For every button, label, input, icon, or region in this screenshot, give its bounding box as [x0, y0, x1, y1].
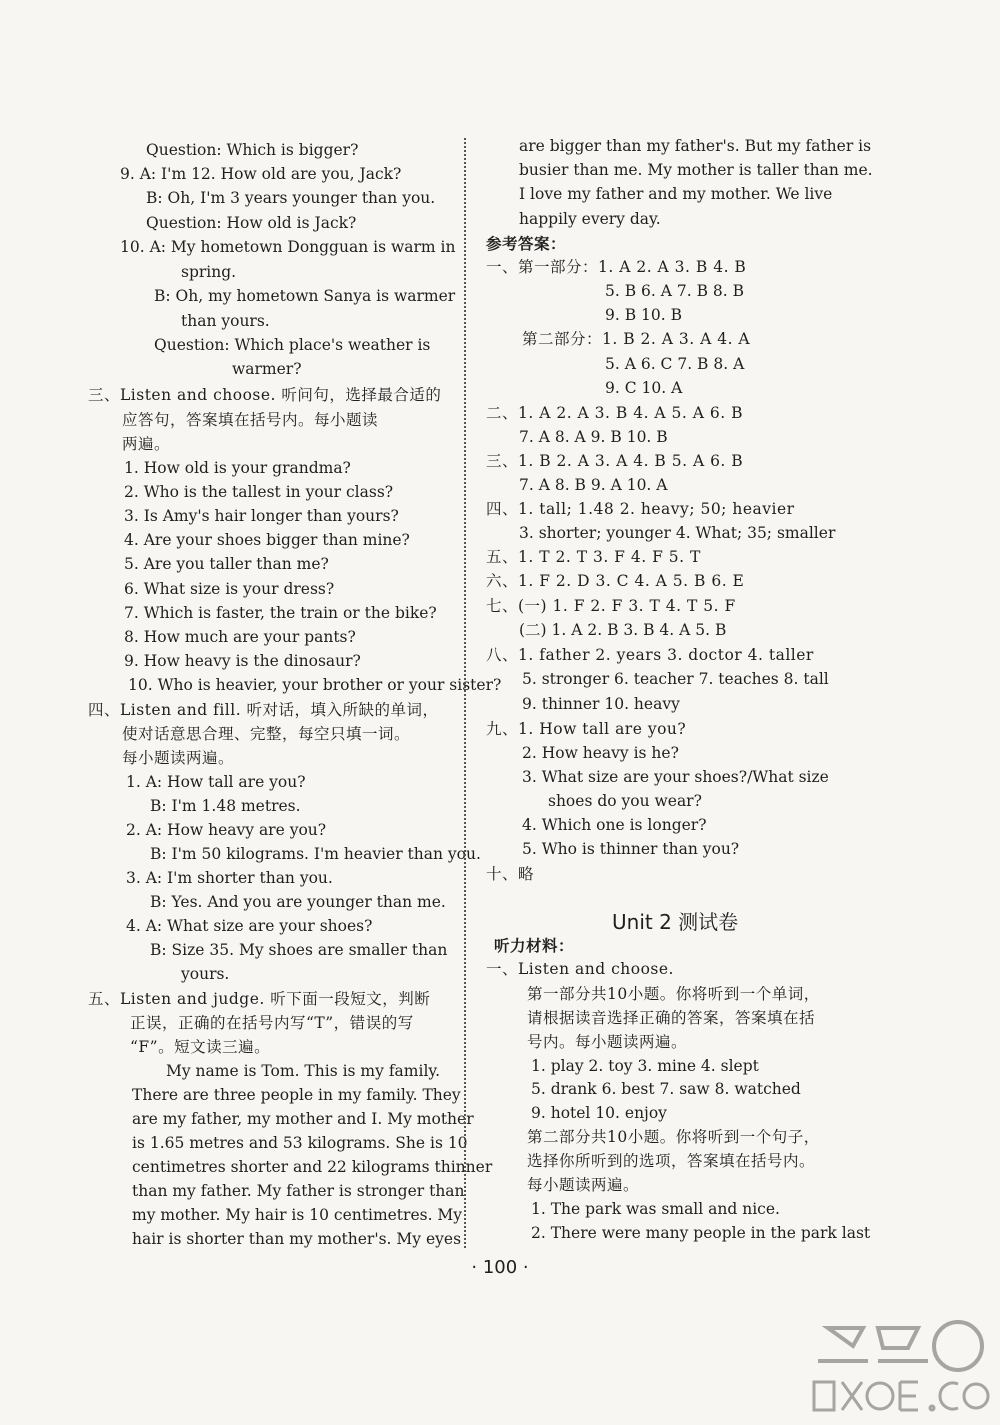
answer-line: (二) 1. A 2. B 3. B 4. A 5. B — [519, 621, 727, 639]
text-line: 2. A: How heavy are you? — [126, 821, 327, 839]
answer-line: 5. Who is thinner than you? — [522, 840, 740, 858]
text-line: 第一部分共10小题。你将听到一个单词， — [527, 985, 820, 1003]
text-line: B: Oh, I'm 3 years younger than you. — [146, 189, 436, 207]
text-line: warmer? — [232, 360, 302, 378]
answer-line: 7. A 8. B 9. A 10. A — [519, 476, 668, 494]
answer-line: 9. C 10. A — [605, 379, 683, 397]
text-line: My name is Tom. This is my family. — [166, 1062, 441, 1080]
answer-line: 二、1. A 2. A 3. B 4. A 5. A 6. B — [486, 404, 743, 422]
text-line: B: I'm 1.48 metres. — [150, 797, 301, 815]
text-line: Question: How old is Jack? — [146, 214, 357, 232]
section-heading: 五、Listen and judge. 听下面一段短文，判断 — [88, 990, 431, 1008]
answer-line: 三、1. B 2. A 3. A 4. B 5. A 6. B — [486, 452, 744, 470]
answer-line: 9. thinner 10. heavy — [522, 695, 680, 713]
answer-line: 四、1. tall; 1.48 2. heavy; 50; heavier — [486, 500, 795, 518]
text-line: 3. Is Amy's hair longer than yours? — [124, 507, 399, 525]
text-line: 7. Which is faster, the train or the bike? — [124, 604, 437, 622]
listening-heading: 听力材料： — [494, 936, 575, 955]
answer-line: 3. shorter; younger 4. What; 35; smaller — [519, 524, 836, 542]
text-line: 4. Are your shoes bigger than mine? — [124, 531, 410, 549]
text-line: spring. — [181, 263, 237, 281]
text-line: are bigger than my father's. But my father is — [519, 137, 872, 155]
answer-line: 7. A 8. A 9. B 10. B — [519, 428, 668, 446]
text-line: my mother. My hair is 10 centimetres. My — [132, 1206, 463, 1224]
text-line: yours. — [181, 965, 230, 983]
section-heading: 一、Listen and choose. — [486, 960, 674, 978]
answer-line: 六、1. F 2. D 3. C 4. A 5. B 6. E — [486, 572, 745, 590]
text-line: 号内。每小题读两遍。 — [527, 1033, 688, 1051]
answer-line: 十、略 — [486, 865, 535, 883]
answer-line: shoes do you wear? — [548, 792, 702, 810]
text-line: 每小题读两遍。 — [122, 749, 235, 767]
answer-line: 第二部分：1. B 2. A 3. A 4. A — [522, 330, 751, 348]
text-line: 使对话意思合理、完整，每空只填一词。 — [122, 725, 411, 743]
text-line: 9. A: I'm 12. How old are you, Jack? — [120, 165, 402, 183]
text-line: 9. How heavy is the dinosaur? — [124, 652, 361, 670]
answer-key-heading: 参考答案： — [486, 234, 567, 253]
text-line: 应答句，答案填在括号内。每小题读 — [122, 411, 379, 429]
answer-line: 七、(一) 1. F 2. F 3. T 4. T 5. F — [486, 597, 736, 615]
text-line: than yours. — [181, 312, 270, 330]
answer-line: 4. Which one is longer? — [522, 816, 707, 834]
text-line: 4. A: What size are your shoes? — [126, 917, 373, 935]
text-line: B: I'm 50 kilograms. I'm heavier than you. — [150, 845, 481, 863]
text-line: Question: Which is bigger? — [146, 141, 359, 159]
text-line: 6. What size is your dress? — [124, 580, 335, 598]
text-line: There are three people in my family. They — [132, 1086, 461, 1104]
text-line: B: Oh, my hometown Sanya is warmer — [154, 287, 456, 305]
text-line: 2. Who is the tallest in your class? — [124, 483, 394, 501]
answer-line: 八、1. father 2. years 3. doctor 4. taller — [486, 646, 814, 664]
answer-line: 5. stronger 6. teacher 7. teaches 8. tall — [522, 670, 829, 688]
text-line: busier than me. My mother is taller than me. — [519, 161, 873, 179]
answer-line: 5. A 6. C 7. B 8. A — [605, 355, 745, 373]
text-line: “F”。短文读三遍。 — [130, 1038, 271, 1056]
text-line: 第二部分共10小题。你将听到一个句子， — [527, 1128, 820, 1146]
answer-line: 9. B 10. B — [605, 306, 683, 324]
text-line: 1. How old is your grandma? — [124, 459, 351, 477]
text-line: 1. play 2. toy 3. mine 4. slept — [531, 1057, 759, 1075]
text-line: 正误，正确的在括号内写“T”，错误的写 — [130, 1014, 414, 1032]
answer-line: 九、1. How tall are you? — [486, 720, 687, 738]
text-line: 2. There were many people in the park last — [531, 1224, 871, 1242]
text-line: 请根据读音选择正确的答案，答案填在括 — [527, 1009, 816, 1027]
text-line: are my father, my mother and I. My mother — [132, 1110, 474, 1128]
text-line: centimetres shorter and 22 kilograms thinner — [132, 1158, 493, 1176]
section-heading: 三、Listen and choose. 听问句，选择最合适的 — [88, 386, 442, 404]
page-number: · 100 · — [471, 1257, 529, 1278]
text-line: 1. A: How tall are you? — [126, 773, 306, 791]
answer-line: 3. What size are your shoes?/What size — [522, 768, 829, 786]
text-line: happily every day. — [519, 210, 661, 228]
text-line: Question: Which place's weather is — [154, 336, 431, 354]
watermark-logo — [808, 1316, 993, 1420]
section-heading: 四、Listen and fill. 听对话，填入所缺的单词， — [88, 701, 439, 719]
column-divider — [464, 138, 466, 1248]
text-line: I love my father and my mother. We live — [519, 185, 833, 203]
text-line: 8. How much are your pants? — [124, 628, 356, 646]
text-line: 1. The park was small and nice. — [531, 1200, 780, 1218]
text-line: 10. Who is heavier, your brother or your sister? — [128, 676, 502, 694]
answer-line: 五、1. T 2. T 3. F 4. F 5. T — [486, 548, 701, 566]
text-line: 9. hotel 10. enjoy — [531, 1104, 667, 1122]
text-line: 5. drank 6. best 7. saw 8. watched — [531, 1080, 801, 1098]
text-line: hair is shorter than my mother's. My eyes — [132, 1230, 462, 1248]
text-line: 3. A: I'm shorter than you. — [126, 869, 333, 887]
text-line: is 1.65 metres and 53 kilograms. She is 10 — [132, 1134, 468, 1152]
text-line: B: Yes. And you are younger than me. — [150, 893, 446, 911]
unit-title: Unit 2 测试卷 — [612, 910, 739, 934]
text-line: 每小题读两遍。 — [527, 1176, 640, 1194]
answer-line: 5. B 6. A 7. B 8. B — [605, 282, 745, 300]
text-line: B: Size 35. My shoes are smaller than — [150, 941, 448, 959]
text-line: 5. Are you taller than me? — [124, 555, 329, 573]
answer-line: 2. How heavy is he? — [522, 744, 679, 762]
text-line: 两遍。 — [122, 435, 171, 453]
text-line: 选择你所听到的选项，答案填在括号内。 — [527, 1152, 816, 1170]
text-line: 10. A: My hometown Dongguan is warm in — [120, 238, 456, 256]
answer-line: 一、第一部分：1. A 2. A 3. B 4. B — [486, 258, 747, 276]
text-line: than my father. My father is stronger than — [132, 1182, 465, 1200]
